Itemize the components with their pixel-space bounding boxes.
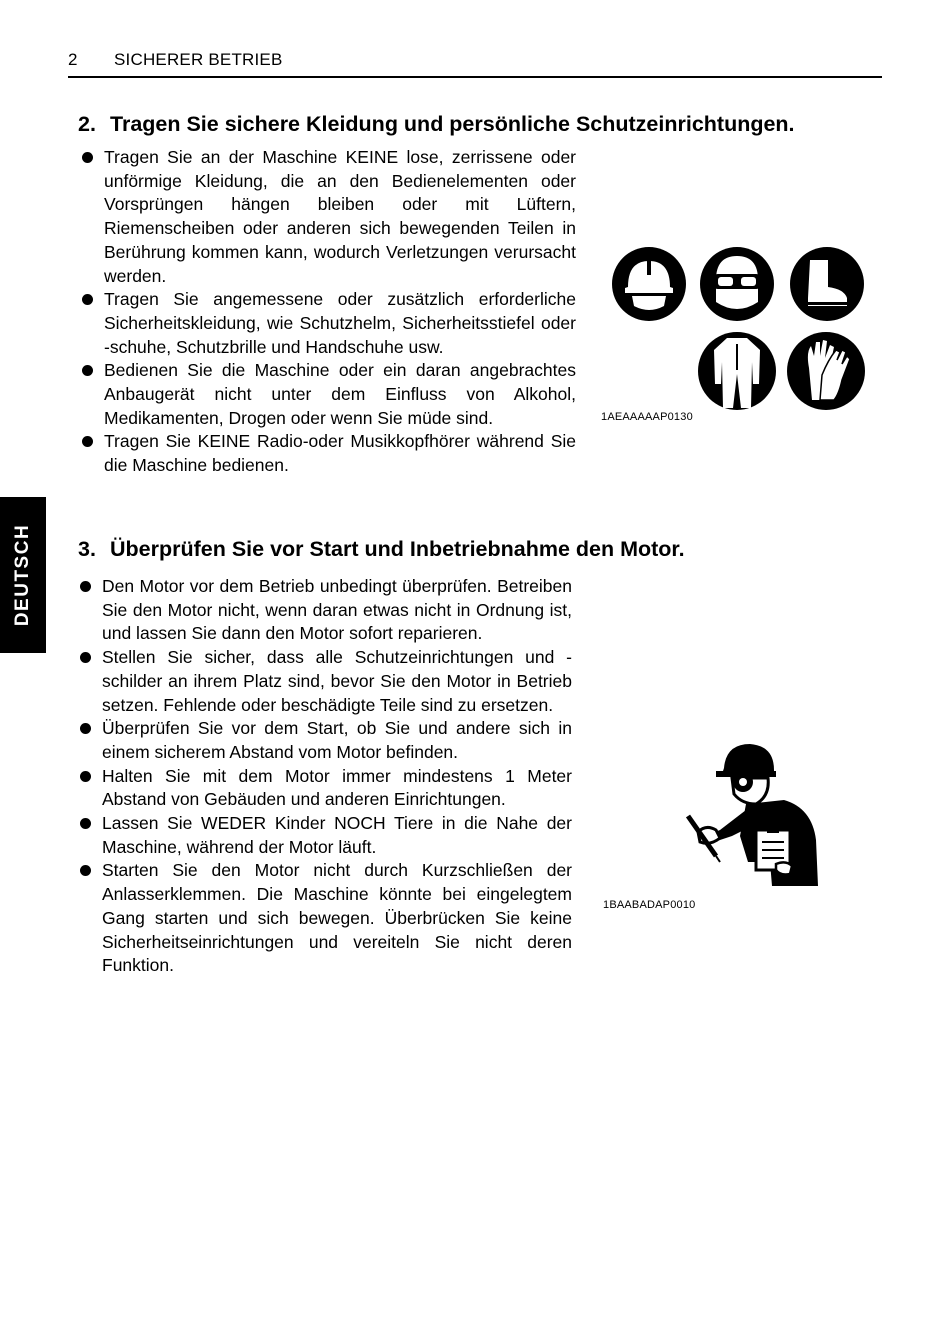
gloves-icon bbox=[787, 332, 865, 410]
section-2-title bbox=[78, 112, 795, 137]
section-2-heading: Tragen Sie sichere Kleidung und persönliche Schutzeinrichtungen. bbox=[110, 112, 795, 136]
list-item: Tragen Sie angemessene oder zusätzlich erforderliche Sicherheitskleidung, wie Schutzhelm, Sicherheitsstiefel oder -schuhe, Schutzbrille und Handschuhe usw. bbox=[80, 288, 576, 359]
list-item: Lassen Sie WEDER Kinder NOCH Tiere in die Nahe der Maschine, während der Motor läuft. bbox=[78, 812, 572, 859]
list-item: Überprüfen Sie vor dem Start, ob Sie und andere sich in einem sicherem Abstand vom Motor befinden. bbox=[78, 717, 572, 764]
list-item: Stellen Sie sicher, dass alle Schutzeinrichtungen und -schilder an ihrem Platz sind, bevor Sie den Motor in Betrieb setzen. Fehlende oder beschädigte Teile sind zu ersetzen. bbox=[78, 646, 572, 717]
list-item: Tragen Sie an der Maschine KEINE lose, zerrissene oder unförmige Kleidung, die an den Bedienelementen oder Vorsprüngen hängen bleiben oder mit Lüftern, Riemenscheiben oder anderen sich bewegenden Teilen in Berührung kommen kann, wodurch Verletzungen verursacht werden. bbox=[80, 146, 576, 288]
list-item: Starten Sie den Motor nicht durch Kurzschließen der Anlasserklemmen. Die Maschine könnte bei eingelegtem Gang starten und sich bewegen. Überbrücken Sie keine Sicherheitseinrichtungen und vereiteln Sie nicht deren Funktion. bbox=[78, 859, 572, 978]
section-3-number: 3. bbox=[78, 537, 96, 561]
section-header: SICHERER BETRIEB bbox=[114, 50, 283, 69]
inspector-with-clipboard-icon bbox=[688, 744, 818, 886]
figure-code: 1BAABADAP0010 bbox=[603, 899, 696, 911]
page-number: 2 bbox=[68, 50, 78, 69]
section-2-number: 2. bbox=[78, 112, 96, 136]
list-item: Tragen Sie KEINE Radio-oder Musikkopfhörer während Sie die Maschine bedienen. bbox=[80, 430, 576, 477]
page-header bbox=[68, 50, 882, 78]
ppe-icons-figure bbox=[606, 240, 870, 414]
section-3-title bbox=[78, 537, 685, 562]
inspector-figure bbox=[676, 738, 826, 890]
section-3-heading: Überprüfen Sie vor Start und Inbetriebnahme den Motor. bbox=[110, 537, 685, 561]
boot-icon bbox=[790, 247, 864, 321]
list-item: Bedienen Sie die Maschine oder ein daran angebrachtes Anbaugerät nicht unter dem Einfluss von Alkohol, Medikamenten, Drogen oder wenn Sie müde sind. bbox=[80, 359, 576, 430]
language-tab-label: DEUTSCH bbox=[12, 523, 33, 627]
language-tab bbox=[0, 497, 46, 653]
section-2-list bbox=[80, 146, 576, 478]
list-item: Den Motor vor dem Betrieb unbedingt überprüfen. Betreiben Sie den Motor nicht, wenn daran etwas nicht in Ordnung ist, und lassen Sie dann den Motor sofort reparieren. bbox=[78, 575, 572, 646]
section-3-list bbox=[78, 575, 572, 978]
helmet-icon bbox=[612, 247, 686, 321]
goggles-icon bbox=[700, 247, 774, 321]
list-item: Halten Sie mit dem Motor immer mindestens 1 Meter Abstand von Gebäuden und anderen Einrichtungen. bbox=[78, 765, 572, 812]
coverall-icon bbox=[698, 332, 776, 410]
figure-code: 1AEAAAAAP0130 bbox=[601, 411, 693, 423]
